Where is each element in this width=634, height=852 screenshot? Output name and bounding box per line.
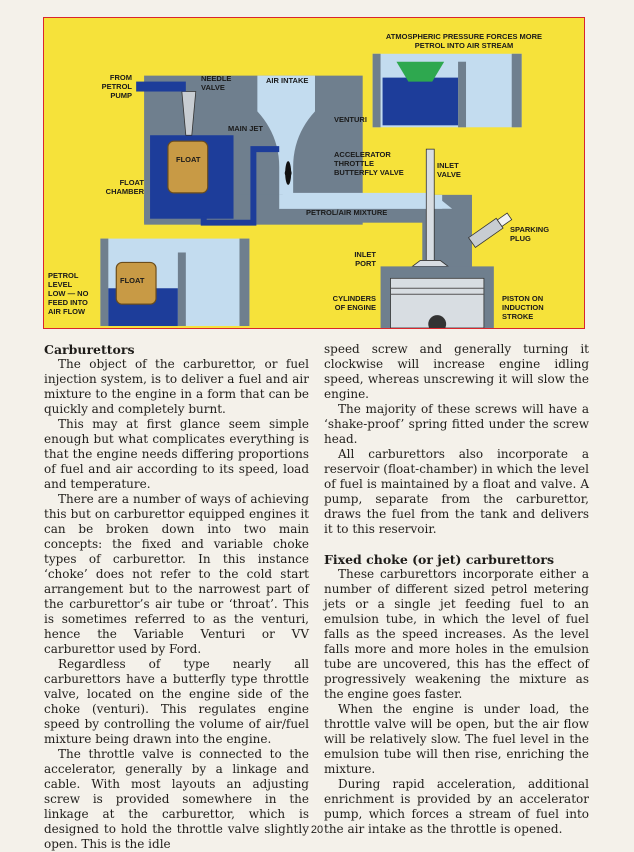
- carburettor-diagram: [43, 17, 585, 329]
- label-cylinders: CYLINDERS OF ENGINE: [332, 294, 376, 312]
- body-paragraph: This may at first glance seem simple enough but what complicates everything is that the engine needs differing proportions of fuel and air according to its speed, load and temperature.: [44, 417, 309, 491]
- body-paragraph: The throttle valve is connected to the accelerator, generally by a linkage and cable. With most layouts an adjusting screw is provided somewhere in the linkage at the carburettor, which is designed to hold the throttle valve slightly open. This is the idle: [44, 747, 309, 851]
- page-number: 20: [310, 824, 324, 836]
- cylinder-piston: [381, 266, 494, 328]
- label-inlet-port: INLET PORT: [354, 250, 376, 268]
- body-paragraph: During rapid acceleration, additional enrichment is provided by an accelerator pump, which forces a stream of fuel into the air intake as the throttle is opened.: [324, 777, 589, 836]
- label-inlet-valve: INLET VALVE: [437, 161, 461, 179]
- label-venturi: VENTURI: [334, 115, 367, 124]
- label-from-petrol-pump: FROM PETROL PUMP: [101, 73, 132, 100]
- body-paragraph: There are a number of ways of achieving this but on carburettor equipped engines it can be broken down into two main concepts: the fixed and variable choke types of carburettor. In this instance ‘choke’ does not refer to the cold start arrangement but to the narrowest part of the carburettor’s air tube or ‘throat’. This is sometimes referred to as the venturi, hence the Variable Venturi or VV carburettor used by Ford.: [44, 492, 309, 656]
- label-petrol-level-low: PETROL LEVEL LOW — NO FEED INTO AIR FLOW: [48, 271, 89, 316]
- label-sparking-plug: SPARKING PLUG: [510, 225, 550, 243]
- label-accelerator-throttle: ACCELERATOR THROTTLE BUTTERFLY VALVE: [334, 150, 404, 177]
- inset-atmospheric: [373, 54, 522, 128]
- fuel-feed-pipe: [136, 82, 186, 92]
- section-heading: Fixed choke (or jet) carburettors: [324, 552, 554, 567]
- label-float-bottom: FLOAT: [120, 276, 145, 285]
- body-paragraph: These carburettors incorporate either a number of different sized petrol metering jets or a single jet feeding fuel to an emulsion tube, in which the level of fuel falls as the speed increases. As the level falls more and more holes in the emulsion tube are uncovered, this has the effect of progressively weakening the mixture as the engine goes faster.: [324, 567, 589, 701]
- label-needle-valve: NEEDLE VALVE: [201, 74, 232, 92]
- label-main-jet: MAIN JET: [228, 124, 264, 133]
- body-paragraph: All carburettors also incorporate a reservoir (float-chamber) in which the level of fuel is maintained by a float and valve. A pump, separate from the carburettor, draws the fuel from the tank and delivers it to this reservoir.: [324, 447, 589, 536]
- label-petrol-air-mixture: PETROL/AIR MIXTURE: [306, 208, 388, 217]
- label-air-intake: AIR INTAKE: [266, 76, 309, 85]
- body-paragraph: The object of the carburettor, or fuel injection system, is to deliver a fuel and air mixture to the engine in a form that can be quickly and completely burnt.: [44, 357, 309, 416]
- label-float-chamber: FLOAT CHAMBER: [105, 178, 144, 196]
- body-paragraph: When the engine is under load, the throttle valve will be open, but the air flow will be relatively slow. The fuel level in the emulsion tube will then rise, enriching the mixture.: [324, 702, 589, 776]
- label-float-top: FLOAT: [176, 155, 201, 164]
- body-paragraph: Regardless of type nearly all carburettors have a butterfly type throttle valve, located on the engine side of the choke (venturi). This regulates engine speed by controlling the volume of air/fuel mixture being drawn into the engine.: [44, 657, 309, 746]
- body-paragraph: speed screw and generally turning it clockwise will increase engine idling speed, whereas unscrewing it will slow the engine.: [324, 342, 589, 401]
- text-column-left: [44, 342, 309, 852]
- spark-plug-shape: [469, 211, 513, 247]
- section-heading: Carburettors: [44, 342, 135, 357]
- text-column-right: [324, 342, 589, 837]
- label-piston: PISTON ON INDUCTION STROKE: [502, 294, 544, 321]
- label-atmospheric-pressure: ATMOSPHERIC PRESSURE FORCES MORE PETROL INTO AIR STREAM: [385, 32, 543, 50]
- body-paragraph: The majority of these screws will have a ‘shake-proof’ spring fitted under the screw head.: [324, 402, 589, 446]
- float: [168, 141, 208, 193]
